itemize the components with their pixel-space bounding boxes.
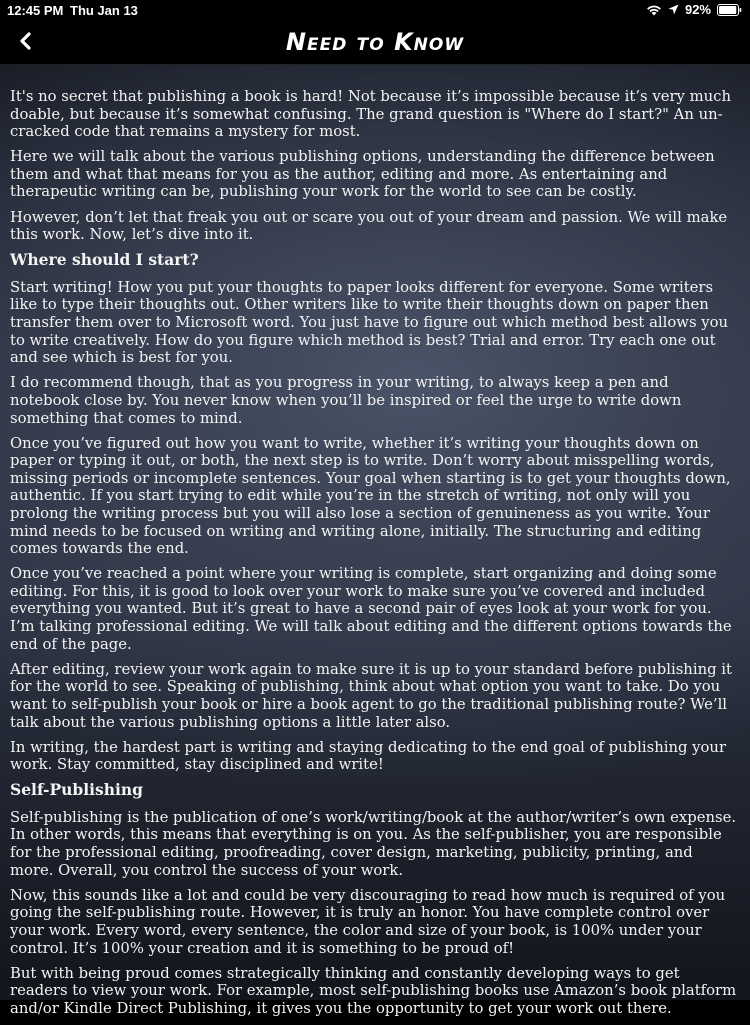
location-icon bbox=[668, 4, 679, 15]
navigation-bar bbox=[0, 22, 750, 65]
status-date: Thu Jan 13 bbox=[70, 3, 138, 18]
wifi-icon bbox=[646, 4, 662, 16]
intro-paragraph-3: However, don’t let that freak you out or scare you out of your dream and passion. We will make this work. Now, let’s dive into it. bbox=[10, 208, 728, 244]
battery-icon bbox=[717, 4, 742, 16]
section-heading-self-publishing: Self-Publishing bbox=[10, 780, 144, 800]
status-bar bbox=[0, 0, 750, 22]
section1-paragraph-1: Start writing! How you put your thoughts to paper looks different for everyone. Some writers like to type their thoughts out. Other writers like to write their thoughts down on paper then transfer them over to Microsoft word. You just have to figure out which method best allows you to write creatively. How do you figure which method is best? Trial and error. Try each one out and see which is best for you. bbox=[10, 278, 729, 367]
page-title: Need to Know bbox=[285, 28, 465, 56]
intro-paragraph-2: Here we will talk about the various publishing options, understanding the difference between them and what that means for you as the author, editing and more. As entertaining and therapeutic writing can be, publishing your work for the world to see can be costly. bbox=[10, 148, 715, 201]
section2-paragraph-1: Self-publishing is the publication of one’s work/writing/book at the author/writer’s own expense. In other words, this means that everything is on you. As the self-publisher, you are responsible for the professional editing, proofreading, cover design, marketing, publicity, printing, and more. Overall, you control the success of your work. bbox=[10, 808, 737, 879]
intro-paragraph-1: It's no secret that publishing a book is hard! Not because it’s impossible because it’s very much doable, but because it’s somewhat confusing. The grand question is "Where do I start?" An un-cracked code that remains a mystery for most. bbox=[10, 88, 731, 141]
section1-paragraph-4: Once you’ve reached a point where your writing is complete, start organizing and doing some editing. For this, it is good to look over your work to make sure you’ve covered and included everything you wanted. But it’s great to have a second pair of eyes look at your work for you. I’m talking professional editing. We will talk about editing and the different options towards the end of the page. bbox=[10, 565, 732, 653]
section1-paragraph-6: In writing, the hardest part is writing and staying dedicating to the end goal of publishing your work. Stay committed, stay disciplined and write! bbox=[10, 738, 727, 774]
status-time: 12:45 PM bbox=[7, 3, 64, 18]
article-body bbox=[10, 88, 740, 1025]
section1-paragraph-2: I do recommend though, that as you progress in your writing, to always keep a pen and notebook close by. You never know when you’ll be inspired or feel the urge to write down something that comes to mind. bbox=[10, 374, 682, 427]
section1-paragraph-3: Once you’ve figured out how you want to write, whether it’s writing your thoughts down on paper or typing it out, or both, the next step is to write. Don’t worry about misspelling words, missing periods or incomplete sentences. Your goal when starting is to get your thoughts down, authentic. If you start trying to edit while you’re in the stretch of writing, not only will you prolong the writing process but you will also lose a section of genuineness as you write. Your mind needs to be focused on writing and writing alone, initially. The structuring and editing comes towards the end. bbox=[10, 434, 731, 558]
section1-paragraph-5: After editing, review your work again to make sure it is up to your standard before publishing it for the world to see. Speaking of publishing, think about what option you want to take. Do you want to self-publish your book or hire a book agent to go the traditional publishing route? We’ll talk about the various publishing options a little later also. bbox=[10, 660, 732, 731]
battery-percent: 92% bbox=[684, 2, 711, 17]
section-heading-where-start: Where should I start? bbox=[10, 250, 199, 270]
section2-paragraph-2: Now, this sounds like a lot and could be very discouraging to read how much is required of you going the self-publishing route. However, it is truly an honor. You have complete control over your work. Every word, every sentence, the color and size of your book, is 100% under your control. It’s 100% your creation and it is something to be proud of! bbox=[10, 886, 726, 957]
status-indicators bbox=[646, 2, 742, 17]
section2-paragraph-3: But with being proud comes strategically thinking and constantly developing ways to get readers to view your work. For example, most self-publishing books use Amazon’s book platform and/or Kindle Direct Publishing, it gives you the opportunity to get your work out there. bbox=[10, 964, 737, 1017]
